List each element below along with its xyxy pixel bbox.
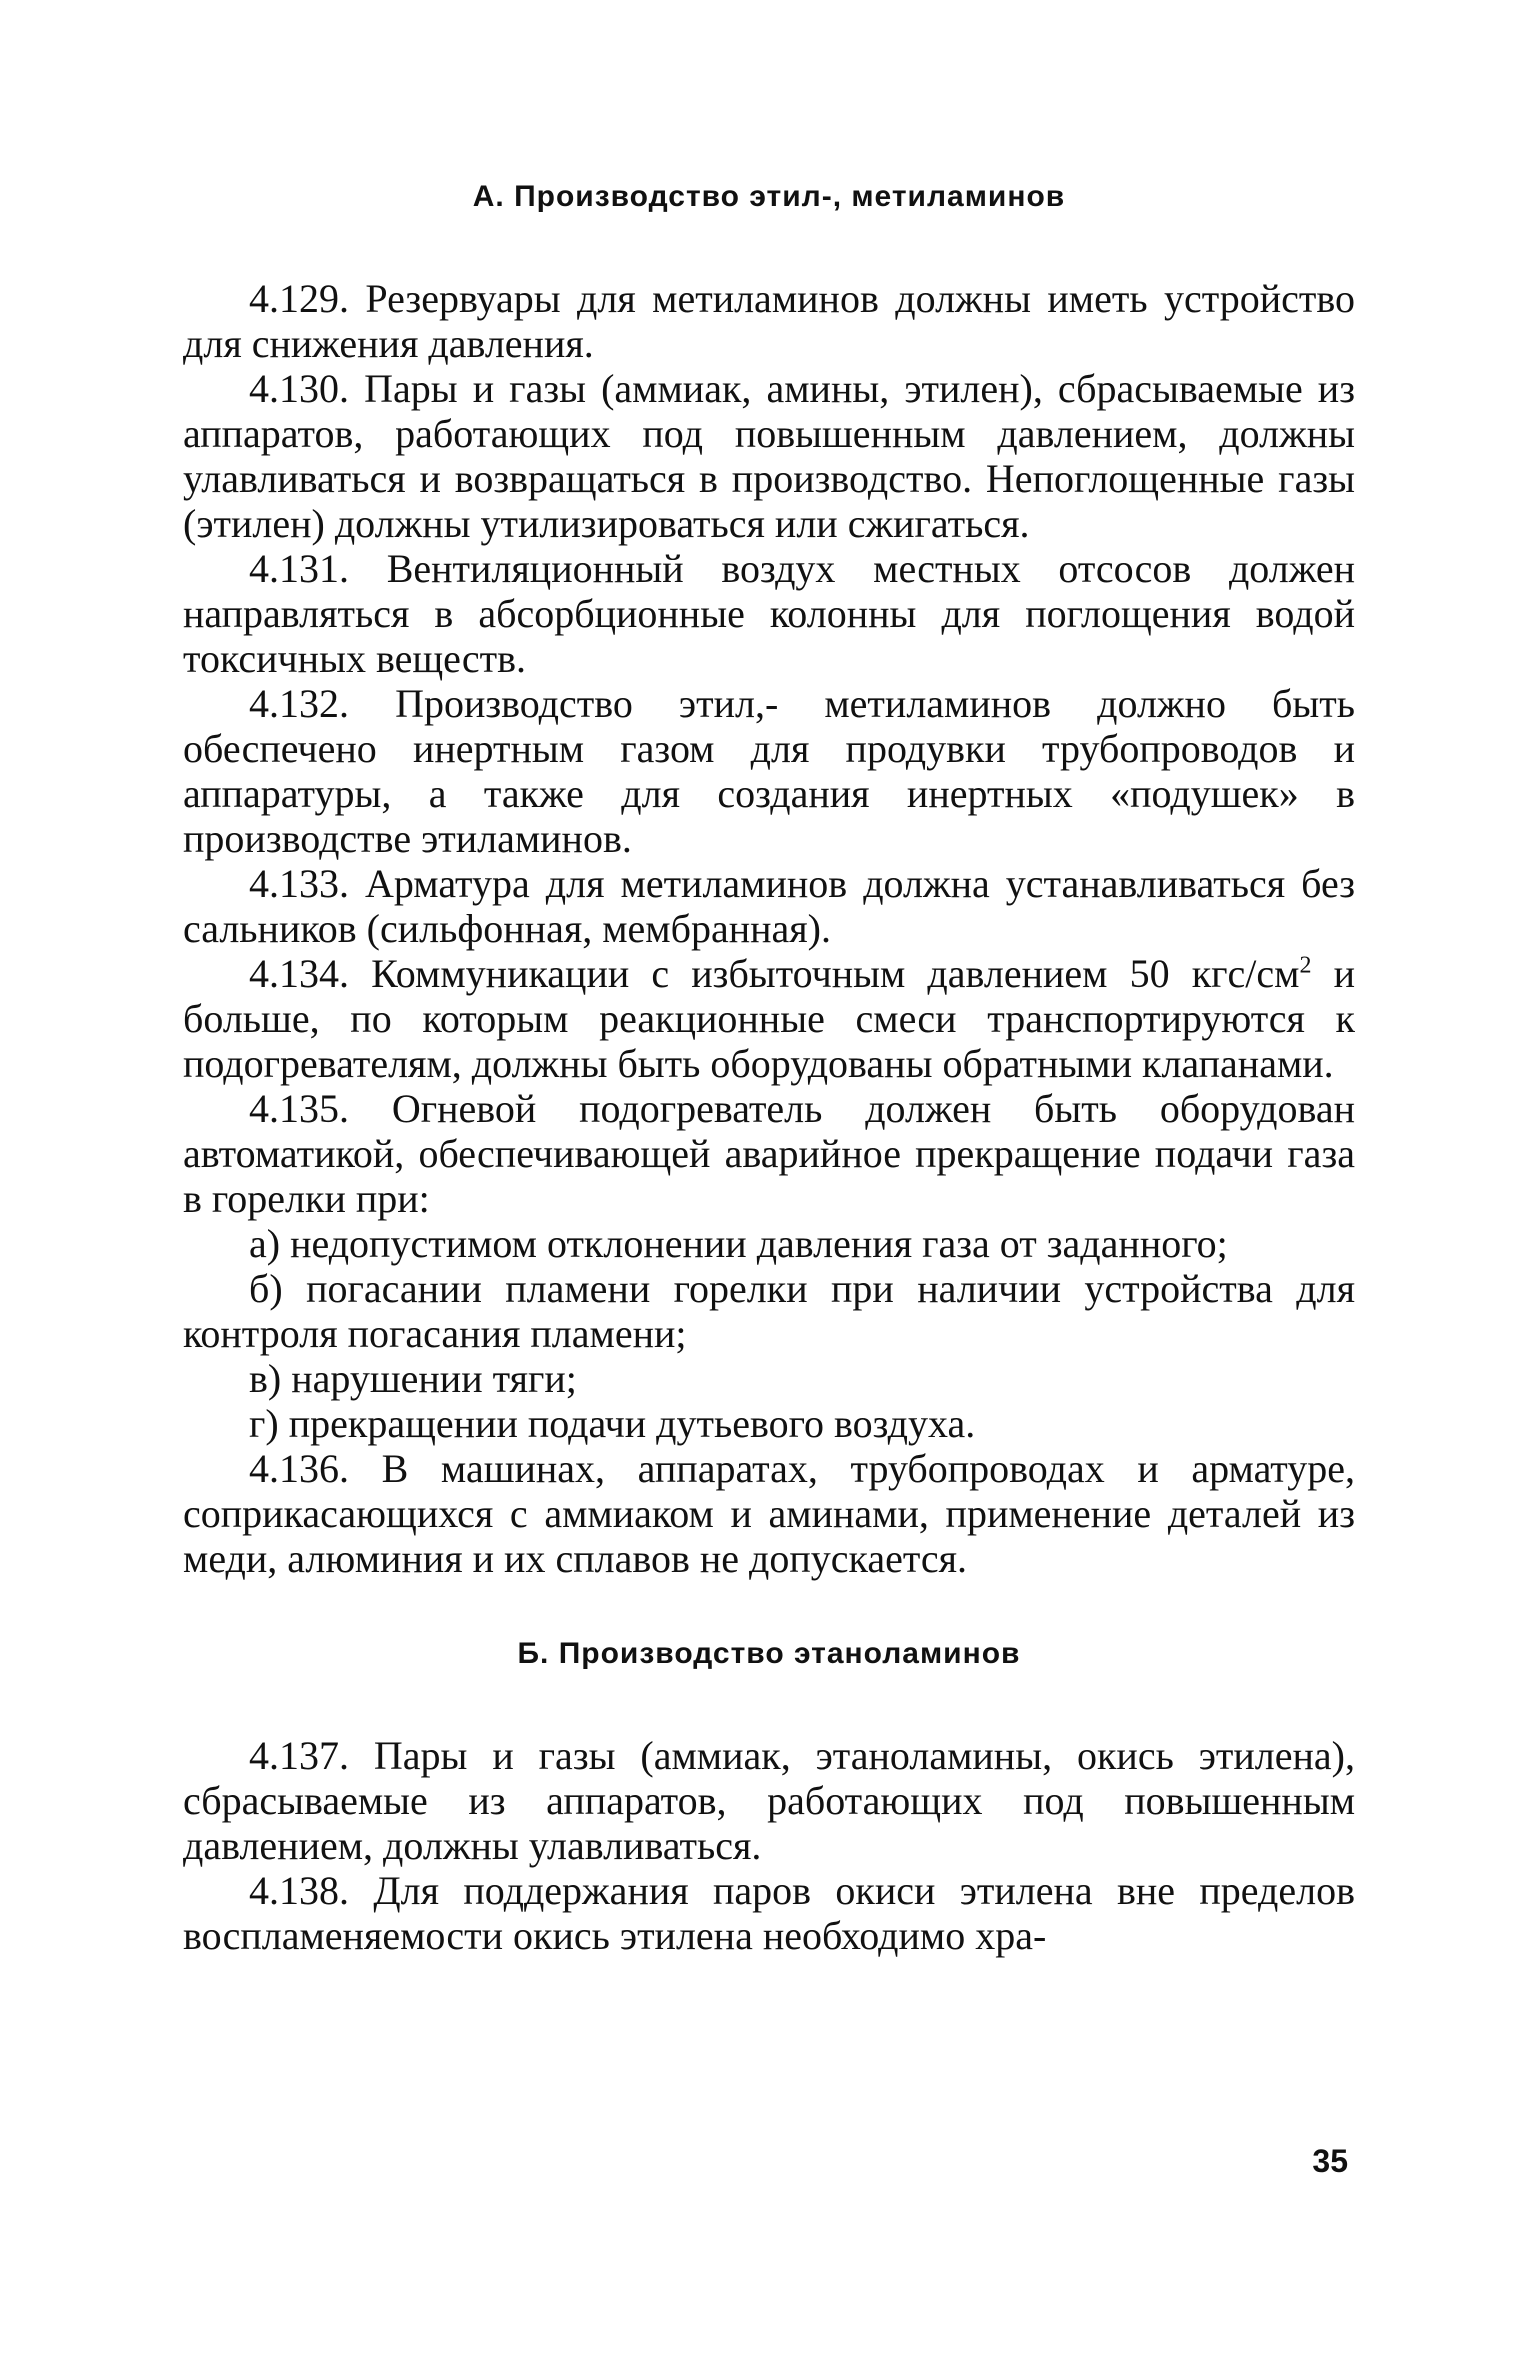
paragraph-4-134-text-start: 4.134. Коммуникации с избыточным давлением 50 кгс/см [249, 951, 1300, 996]
list-item-g: г) прекращении подачи дутьевого воздуха. [249, 1401, 976, 1446]
section-b-heading: Б. Производство этаноламинов [517, 1637, 1021, 1670]
section-a-heading: А. Производство этил-, метиламинов [472, 180, 1066, 213]
paragraph-4-137: 4.137. Пары и газы (аммиак, этаноламины, окись этилена), сбрасываемые из аппаратов, работающих под повышенным давлением, должны улавливаться. [183, 1733, 1355, 1868]
page-number: 35 [1312, 2143, 1348, 2179]
paragraph-4-136: 4.136. В машинах, аппаратах, трубопроводах и арматуре, соприкасающихся с аммиаком и аминами, применение деталей из меди, алюминия и их сплавов не допускается. [183, 1446, 1355, 1581]
paragraph-4-132: 4.132. Производство этил,- метиламинов должно быть обеспечено инертным газом для продувки трубопроводов и аппаратуры, а также для создания инертных «подушек» в производстве этиламинов. [183, 681, 1355, 861]
paragraph-4-135: 4.135. Огневой подогреватель должен быть оборудован автоматикой, обеспечивающей аварийное прекращение подачи газа в горелки при: [183, 1086, 1355, 1221]
list-item-a: а) недопустимом отклонении давления газа от заданного; [249, 1221, 1228, 1266]
list-item-v: в) нарушении тяги; [249, 1356, 577, 1401]
superscript-2: 2 [1299, 952, 1312, 979]
paragraph-4-129: 4.129. Резервуары для метиламинов должны иметь устройство для снижения давления. [183, 276, 1355, 366]
paragraph-4-134-text-end: и больше, по которым реакционные смеси транспортируются к подогревателям, должны быть оборудованы обратными клапанами. [183, 951, 1356, 1086]
paragraph-4-130: 4.130. Пары и газы (аммиак, амины, этилен), сбрасываемые из аппаратов, работающих под повышенным давлением, должны улавливаться и возвращаться в производство. Непоглощенные газы (этилен) должны утилизироваться или сжигаться. [183, 366, 1355, 546]
list-item-b: б) погасании пламени горелки при наличии устройства для контроля погасания пламени; [183, 1266, 1355, 1356]
paragraph-4-134 [183, 951, 1355, 1086]
paragraph-4-138: 4.138. Для поддержания паров окиси этилена вне пределов воспламеняемости окись этилена необходимо хра- [183, 1868, 1355, 1958]
document-page [183, 160, 1355, 1958]
paragraph-4-133: 4.133. Арматура для метиламинов должна устанавливаться без сальников (сильфонная, мембранная). [183, 861, 1355, 951]
paragraph-4-131: 4.131. Вентиляционный воздух местных отсосов должен направляться в абсорбционные колонны для поглощения водой токсичных веществ. [183, 546, 1355, 681]
